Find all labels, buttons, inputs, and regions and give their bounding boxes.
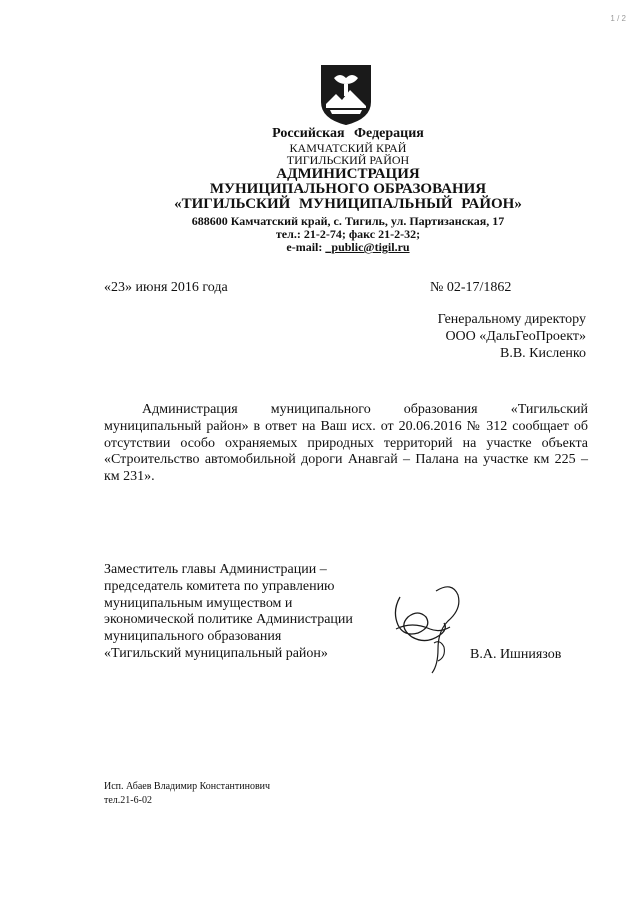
org-address: 688600 Камчатский край, с. Тигиль, ул. Партизанская, 17	[191, 214, 505, 228]
letter-body: Администрация муниципального образования «Тигильский муниципальный район» в ответ на Ваш исх. от 20.06.2016 № 312 сообщает об отсутствии особо охраняемых природных территорий на участке объекта «Строительство автомобильной дороги Анавгай – Палана на участке км 225 – км 231».	[104, 402, 588, 485]
letter-number: № 02-17/1862	[430, 280, 512, 295]
signer-position-line: экономической политике Администрации	[104, 612, 353, 628]
signer-position-line: муниципального образования	[104, 629, 282, 645]
executor-info	[104, 780, 270, 807]
signer-name: В.А. Ишниязов	[470, 647, 562, 662]
district-line: ТИГИЛЬСКИЙ РАЙОН	[286, 153, 410, 167]
signer-position-line: муниципальным имуществом и	[104, 595, 293, 611]
email-link[interactable]: _public@tigil.ru	[325, 240, 410, 254]
signer-position	[104, 562, 374, 663]
signer-position-line: председатель комитета по управлению	[104, 578, 335, 594]
org-name-line-2: МУНИЦИПАЛЬНОГО ОБРАЗОВАНИЯ	[209, 181, 487, 197]
coat-of-arms-icon	[320, 64, 372, 126]
page-mark: 1 / 2	[610, 14, 626, 23]
org-name-line-1: АДМИНИСТРАЦИЯ	[276, 166, 420, 182]
handwritten-signature-icon	[378, 577, 468, 677]
letterhead	[0, 127, 640, 253]
signer-position-line: «Тигильский муниципальный район»	[104, 645, 328, 661]
email-label: e-mail:	[286, 240, 323, 254]
addressee-line: Генеральному директору	[437, 312, 586, 327]
addressee-line: ООО «ДальГеоПроект»	[445, 329, 586, 345]
letter-date: «23» июня 2016 года	[104, 280, 228, 295]
executor-phone: тел.21-6-02	[104, 794, 152, 806]
region-line: КАМЧАТСКИЙ КРАЙ	[289, 141, 407, 155]
signer-position-line: Заместитель главы Администрации –	[104, 562, 327, 577]
org-email-line	[0, 241, 640, 253]
org-name-line-3: «ТИГИЛЬСКИЙ МУНИЦИПАЛЬНЫЙ РАЙОН»	[174, 196, 522, 212]
country-line: Российская Федерация	[272, 126, 424, 141]
addressee-line: В.В. Кисленко	[499, 346, 586, 362]
executor-name: Исп. Абаев Владимир Константинович	[104, 781, 271, 792]
org-phones: тел.: 21-2-74; факс 21-2-32;	[275, 227, 421, 241]
addressee-block	[438, 311, 586, 362]
